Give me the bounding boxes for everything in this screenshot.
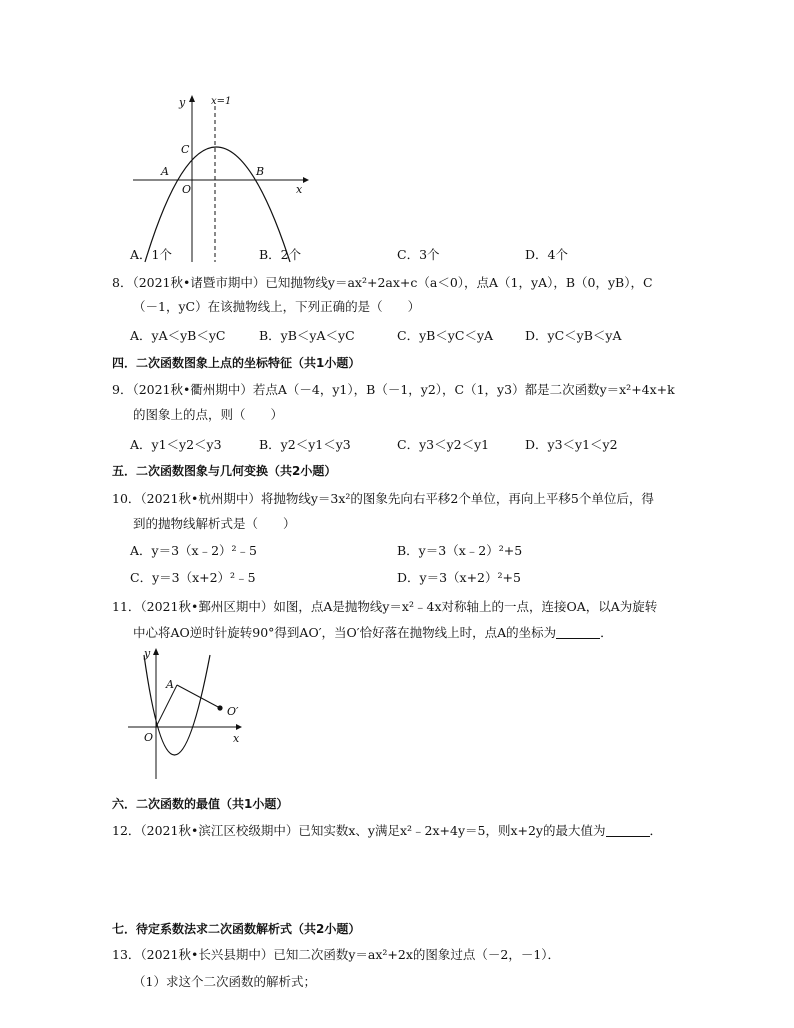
q12-end: ． bbox=[649, 823, 663, 838]
q10-option-c: C．y＝3（x+2）²﹣5 bbox=[130, 570, 256, 585]
q10-option-a: A．y＝3（x﹣2）²﹣5 bbox=[130, 543, 258, 558]
label-B: B bbox=[256, 165, 265, 178]
q11-line-1 bbox=[112, 598, 657, 616]
q13-line-1 bbox=[112, 946, 560, 964]
y-axis-arrow bbox=[153, 648, 159, 655]
section-4-heading: 四．二次函数图象上点的坐标特征（共1小题） bbox=[112, 356, 361, 370]
q7-option-a: A．1个 bbox=[130, 247, 172, 262]
parabola-curve bbox=[144, 655, 210, 755]
q8-option-b: B．yB＜yA＜yC bbox=[259, 328, 355, 343]
q13-number: 13． bbox=[112, 947, 141, 962]
x-axis-arrow bbox=[303, 177, 309, 183]
label-x-equals-1: x=1 bbox=[211, 96, 232, 107]
q8-option-c: C．yB＜yC＜yA bbox=[397, 328, 494, 343]
q10-line-1 bbox=[112, 490, 654, 508]
q11-text: （2021秋•鄞州区期中）如图，点A是抛物线y＝x²﹣4x对称轴上的一点，连接OA，以A为旋转 bbox=[140, 599, 658, 614]
q10-option-d: D．y＝3（x+2）²+5 bbox=[397, 570, 521, 585]
q9-option-d: D．y3＜y1＜y2 bbox=[525, 437, 618, 452]
label-x: x bbox=[296, 183, 303, 196]
label-A: A bbox=[161, 165, 169, 178]
q12-line-1 bbox=[112, 822, 662, 840]
q8-line-2: （－1，yC）在该抛物线上，下列正确的是（ ） bbox=[133, 299, 421, 314]
q11-answer-blank[interactable] bbox=[556, 626, 600, 639]
section-7-heading: 七．待定系数法求二次函数解析式（共2小题） bbox=[112, 922, 361, 936]
parabola-figure-2 bbox=[124, 645, 254, 785]
q8-line-1 bbox=[112, 274, 653, 292]
q11-line-2-end: ． bbox=[600, 625, 613, 640]
q11-line-2 bbox=[133, 624, 613, 642]
q8-option-a: A．yA＜yB＜yC bbox=[130, 328, 226, 343]
q12-text: （2021秋•滨江区校级期中）已知实数x、y满足x²﹣2x+4y＝5，则x+2y的最大值为 bbox=[140, 823, 606, 838]
q10-number: 10． bbox=[112, 491, 141, 506]
q9-text: （2021秋•衢州期中）若点A（－4，y1），B（－1，y2），C（1，y3）都是二次函数y＝x²+4x+k bbox=[132, 382, 675, 397]
label-O: O bbox=[144, 731, 154, 744]
q10-line-2: 到的抛物线解析式是（ ） bbox=[133, 516, 296, 531]
q9-option-c: C．y3＜y2＜y1 bbox=[397, 437, 490, 452]
q11-line-2-text: 中心将AO逆时针旋转90°得到AO′，当O′恰好落在抛物线上时，点A的坐标为 bbox=[133, 625, 557, 640]
q9-number: 9． bbox=[112, 382, 133, 397]
label-O: O bbox=[182, 183, 192, 196]
segment-AO-prime bbox=[177, 685, 220, 708]
x-axis-arrow bbox=[236, 724, 242, 730]
q9-option-b: B．y2＜y1＜y3 bbox=[259, 437, 351, 452]
q9-line-2: 的图象上的点，则（ ） bbox=[133, 407, 284, 422]
parabola-figure-1 bbox=[125, 90, 315, 265]
label-O-prime: O′ bbox=[227, 705, 239, 718]
y-axis-arrow bbox=[189, 95, 195, 102]
q11-number: 11． bbox=[112, 599, 141, 614]
q10-option-b: B．y＝3（x﹣2）²+5 bbox=[397, 543, 523, 558]
point-O-prime bbox=[217, 705, 222, 710]
q10-text: （2021秋•杭州期中）将抛物线y＝3x²的图象先向右平移2个单位，再向上平移5个单位后，得 bbox=[140, 491, 654, 506]
q8-number: 8． bbox=[112, 275, 133, 290]
label-C: C bbox=[181, 143, 190, 156]
q12-answer-blank[interactable] bbox=[606, 824, 650, 837]
q13-text: （2021秋•长兴县期中）已知二次函数y＝ax²+2x的图象过点（－2，－1）． bbox=[140, 947, 561, 962]
q8-source: （2021秋•诸暨市期中）已知抛物线 bbox=[132, 275, 328, 290]
label-y: y bbox=[179, 96, 186, 109]
q8-option-d: D．yC＜yB＜yA bbox=[525, 328, 622, 343]
q7-option-b: B．2个 bbox=[259, 247, 302, 262]
label-A: A bbox=[166, 678, 174, 691]
label-x: x bbox=[233, 732, 240, 745]
label-y: y bbox=[144, 647, 151, 660]
section-6-heading: 六．二次函数的最值（共1小题） bbox=[112, 797, 289, 811]
section-5-heading: 五．二次函数图象与几何变换（共2小题） bbox=[112, 464, 337, 478]
segment-OA bbox=[156, 685, 177, 727]
q8-equation: y＝ax²+2ax+c（a＜0），点A（1，yA），B（0，yB），C bbox=[327, 275, 653, 290]
q9-option-a: A．y1＜y2＜y3 bbox=[130, 437, 222, 452]
q9-line-1 bbox=[112, 381, 675, 399]
q12-number: 12． bbox=[112, 823, 141, 838]
q13-subquestion-1: （1）求这个二次函数的解析式； bbox=[133, 974, 316, 989]
q7-option-d: D．4个 bbox=[525, 247, 568, 262]
q7-option-c: C．3个 bbox=[397, 247, 440, 262]
